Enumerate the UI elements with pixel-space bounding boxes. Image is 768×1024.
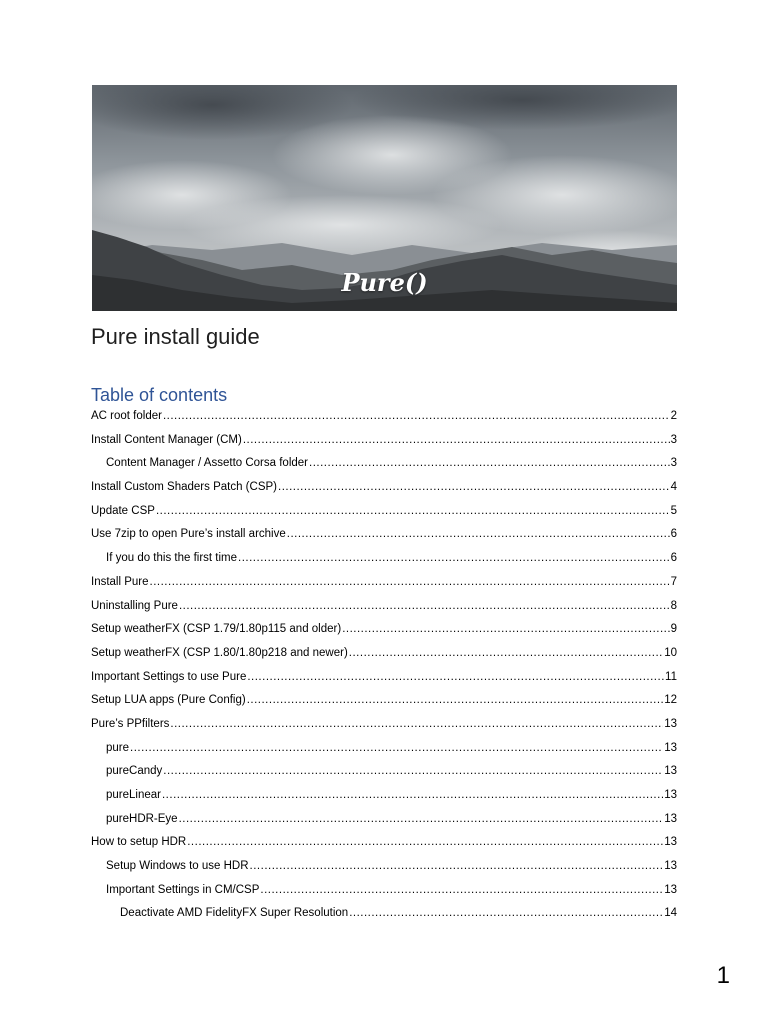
toc-dot-leader [179, 808, 664, 832]
toc-entry-label: Deactivate AMD FidelityFX Super Resolution [120, 907, 349, 920]
toc-entry-label: Setup Windows to use HDR [106, 860, 249, 873]
toc-entry-page: 8 [670, 599, 677, 612]
toc-entry[interactable] [91, 784, 677, 808]
toc-dot-leader [163, 760, 663, 784]
toc-dot-leader [163, 405, 670, 429]
toc-entry-label: How to setup HDR [91, 836, 187, 849]
toc-dot-leader [260, 879, 663, 903]
toc-entry[interactable] [91, 737, 677, 761]
toc-entry-label: Important Settings in CM/CSP [106, 883, 260, 896]
toc-entry-page: 13 [664, 812, 677, 825]
toc-entry-label: Uninstalling Pure [91, 599, 178, 612]
toc-entry-page: 10 [664, 646, 677, 659]
toc-entry[interactable] [91, 405, 677, 429]
toc-entry[interactable] [91, 523, 677, 547]
toc-entry-label: Use 7zip to open Pure’s install archive [91, 528, 286, 541]
toc-entry-label: Install Pure [91, 575, 149, 588]
toc-dot-leader [349, 642, 663, 666]
toc-entry-page: 13 [664, 883, 677, 896]
toc-entry-page: 6 [670, 528, 677, 541]
toc-entry-page: 13 [664, 836, 677, 849]
toc-entry[interactable] [91, 500, 677, 524]
toc-entry-page: 3 [670, 457, 677, 470]
toc-entry[interactable] [91, 879, 677, 903]
toc-heading: Table of contents [91, 385, 228, 405]
toc-entry-label: If you do this the first time [106, 552, 238, 565]
toc-entry[interactable] [91, 689, 677, 713]
cover-image [92, 85, 677, 311]
toc-entry-label: pureCandy [106, 765, 163, 778]
toc-entry[interactable] [91, 760, 677, 784]
toc-entry[interactable] [91, 452, 677, 476]
toc-entry-page: 11 [665, 670, 677, 683]
toc-entry-page: 13 [664, 765, 677, 778]
toc-entry-label: Install Content Manager (CM) [91, 433, 242, 446]
toc-entry[interactable] [91, 571, 677, 595]
toc-entry-label: Install Custom Shaders Patch (CSP) [91, 481, 277, 494]
toc-entry-label: pure [106, 741, 130, 754]
toc-dot-leader [287, 523, 670, 547]
toc-entry[interactable] [91, 547, 677, 571]
toc-entry[interactable] [91, 429, 677, 453]
toc-entry-label: Setup LUA apps (Pure Config) [91, 694, 246, 707]
toc-dot-leader [170, 713, 663, 737]
toc-dot-leader [342, 618, 669, 642]
toc-entry-page: 13 [664, 717, 677, 730]
toc-dot-leader [247, 666, 664, 690]
page-title: Pure install guide [91, 324, 260, 349]
toc-entry-label: Content Manager / Assetto Corsa folder [106, 457, 308, 470]
toc-entry-page: 13 [664, 860, 677, 873]
toc-entry[interactable] [91, 642, 677, 666]
toc-entry-page: 9 [670, 623, 677, 636]
toc-entry[interactable] [91, 831, 677, 855]
toc-entry-label: Pure’s PPfilters [91, 717, 170, 730]
toc-dot-leader [179, 595, 670, 619]
toc-entry[interactable] [91, 713, 677, 737]
toc-entry-page: 13 [664, 741, 677, 754]
toc-entry-label: Setup weatherFX (CSP 1.79/1.80p115 and older) [91, 623, 342, 636]
toc-entry-label: Important Settings to use Pure [91, 670, 247, 683]
toc-entry-label: Update CSP [91, 504, 155, 517]
toc-entry-page: 5 [670, 504, 677, 517]
pure-logo: Pure() [341, 268, 428, 297]
toc-entry-page: 12 [664, 694, 677, 707]
toc-entry-label: pureHDR-Eye [106, 812, 178, 825]
toc-dot-leader [278, 476, 670, 500]
toc-entry-page: 4 [670, 481, 677, 494]
toc-dot-leader [349, 902, 663, 926]
toc-entry-page: 14 [664, 907, 677, 920]
toc-entry-page: 3 [670, 433, 677, 446]
toc-dot-leader [250, 855, 664, 879]
toc-dot-leader [243, 429, 670, 453]
toc-entry-label: pureLinear [106, 789, 161, 801]
toc-entry-page: 13 [664, 789, 677, 801]
toc-entry[interactable] [91, 618, 677, 642]
toc-dot-leader [156, 500, 670, 524]
toc-entry-label: Setup weatherFX (CSP 1.80/1.80p218 and newer) [91, 646, 348, 659]
toc-entry-page: 2 [670, 410, 677, 422]
toc-entry-page: 6 [670, 552, 677, 565]
toc-dot-leader [309, 452, 670, 476]
toc-dot-leader [130, 737, 663, 761]
table-of-contents [91, 405, 677, 926]
toc-entry[interactable] [91, 476, 677, 500]
toc-dot-leader [238, 547, 670, 571]
toc-entry[interactable] [91, 595, 677, 619]
toc-entry[interactable] [91, 855, 677, 879]
toc-entry[interactable] [91, 902, 677, 926]
toc-dot-leader [187, 831, 663, 855]
toc-entry[interactable] [91, 666, 677, 690]
toc-entry[interactable] [91, 808, 677, 832]
toc-dot-leader [247, 689, 664, 713]
toc-entry-label: AC root folder [91, 410, 162, 422]
toc-dot-leader [150, 571, 670, 595]
toc-dot-leader [162, 784, 663, 808]
toc-entry-page: 7 [670, 575, 677, 588]
page-number: 1 [716, 962, 730, 989]
